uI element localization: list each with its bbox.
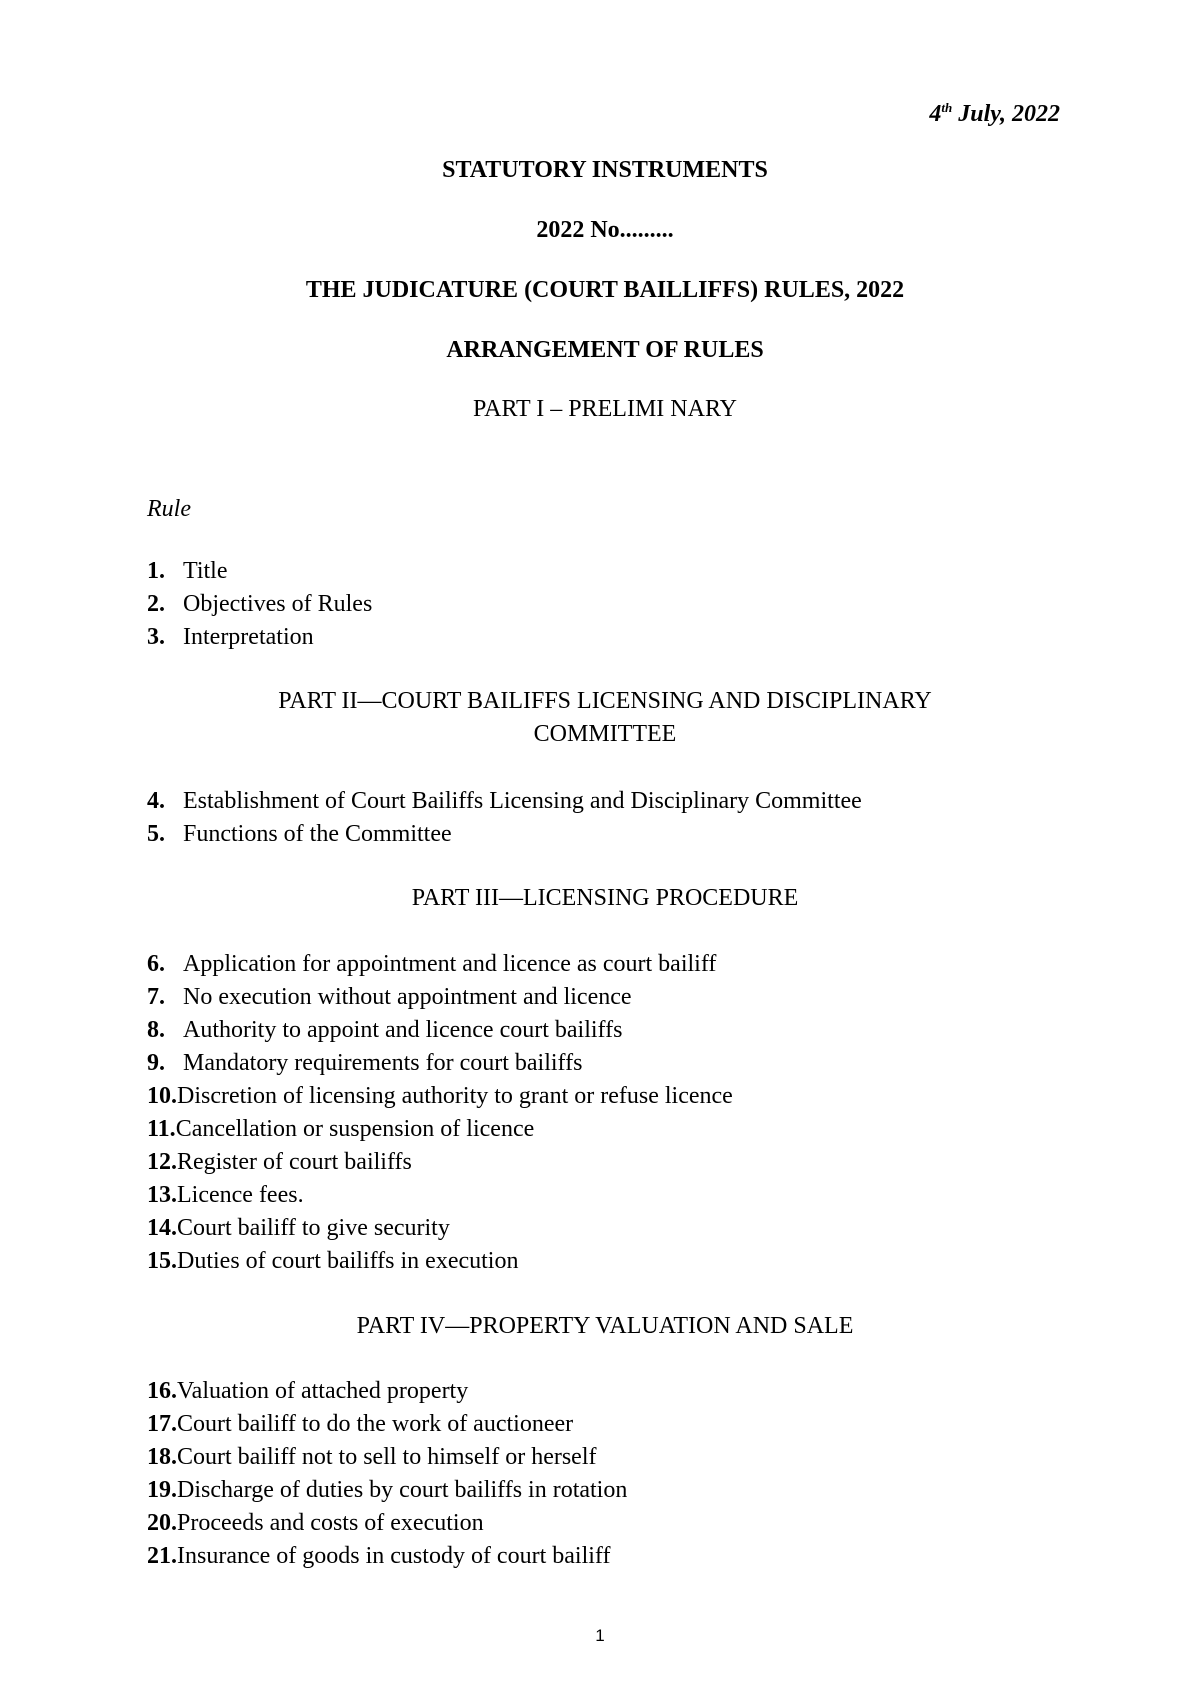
list-item xyxy=(147,948,1063,981)
rule-number: 18. xyxy=(147,1444,177,1470)
part-3-list xyxy=(147,948,1063,1278)
list-item xyxy=(147,1080,1063,1113)
list-item xyxy=(147,1408,1063,1441)
list-item xyxy=(147,1441,1063,1474)
rule-title: Discharge of duties by court bailiffs in rotation xyxy=(177,1477,628,1503)
rule-title: Licence fees. xyxy=(177,1182,304,1208)
rule-title: Discretion of licensing authority to grant or refuse licence xyxy=(177,1083,733,1109)
rule-title: Functions of the Committee xyxy=(183,821,452,847)
rule-title: Proceeds and costs of execution xyxy=(177,1510,484,1536)
list-item xyxy=(147,1375,1063,1408)
rule-title: Cancellation or suspension of licence xyxy=(175,1116,535,1142)
rule-title: Objectives of Rules xyxy=(183,591,373,617)
part-2-heading-line-2: COMMITTEE xyxy=(533,721,677,747)
rule-number: 6. xyxy=(147,951,165,977)
rule-title: Duties of court bailiffs in execution xyxy=(177,1248,519,1274)
part-2-list xyxy=(147,785,1063,851)
rule-number: 12. xyxy=(147,1149,177,1175)
part-4-list xyxy=(147,1375,1063,1573)
list-item xyxy=(147,981,1063,1014)
rule-number: 2. xyxy=(147,591,165,617)
page-number: 1 xyxy=(595,1626,605,1645)
rule-number: 11. xyxy=(147,1116,176,1142)
rule-title: No execution without appointment and licence xyxy=(183,984,632,1010)
list-item xyxy=(147,1507,1063,1540)
rule-number: 3. xyxy=(147,624,165,650)
part-3-heading: PART III—LICENSING PROCEDURE xyxy=(411,885,799,911)
rule-title: Register of court bailiffs xyxy=(177,1149,412,1175)
part-1-heading: PART I – PRELIMI NARY xyxy=(473,396,737,422)
list-item xyxy=(147,588,1063,621)
rule-title: Establishment of Court Bailiffs Licensing and Disciplinary Committee xyxy=(183,788,862,814)
list-item xyxy=(147,1146,1063,1179)
list-item xyxy=(147,555,1063,588)
instrument-number: 2022 No......... xyxy=(536,217,674,243)
rule-number: 4. xyxy=(147,788,165,814)
list-item xyxy=(147,621,1063,654)
rule-number: 1. xyxy=(147,558,165,584)
list-item xyxy=(147,1047,1063,1080)
rule-title: Authority to appoint and licence court bailiffs xyxy=(183,1017,623,1043)
list-item xyxy=(147,818,1063,851)
rule-number: 16. xyxy=(147,1378,177,1404)
document-date: 4th July, 2022 xyxy=(929,100,1060,127)
arrangement-heading: ARRANGEMENT OF RULES xyxy=(446,337,764,363)
list-item xyxy=(147,1245,1063,1278)
rule-number: 14. xyxy=(147,1215,177,1241)
part-2-heading-line-1: PART II—COURT BAILIFFS LICENSING AND DISCIPLINARY xyxy=(278,688,932,714)
rule-title: Insurance of goods in custody of court bailiff xyxy=(177,1543,611,1569)
rule-number: 15. xyxy=(147,1248,177,1274)
list-item xyxy=(147,1212,1063,1245)
rule-title: Application for appointment and licence as court bailiff xyxy=(183,951,717,977)
rule-title: Valuation of attached property xyxy=(177,1378,469,1404)
document-title: THE JUDICATURE (COURT BAILLIFFS) RULES, 2022 xyxy=(305,277,905,303)
rule-title: Court bailiff not to sell to himself or herself xyxy=(177,1444,597,1470)
rule-number: 7. xyxy=(147,984,165,1010)
list-item xyxy=(147,1014,1063,1047)
rule-title: Title xyxy=(183,558,228,584)
rule-number: 9. xyxy=(147,1050,165,1076)
list-item xyxy=(147,1179,1063,1212)
rule-title: Mandatory requirements for court bailiffs xyxy=(183,1050,583,1076)
rule-title: Court bailiff to give security xyxy=(177,1215,450,1241)
list-item xyxy=(147,785,1063,818)
rule-number: 10. xyxy=(147,1083,177,1109)
rule-number: 8. xyxy=(147,1017,165,1043)
rule-column-label: Rule xyxy=(147,496,191,522)
rule-title: Interpretation xyxy=(183,624,314,650)
rule-title: Court bailiff to do the work of auctioneer xyxy=(177,1411,574,1437)
rule-number: 5. xyxy=(147,821,165,847)
rule-number: 21. xyxy=(147,1543,177,1569)
rule-number: 13. xyxy=(147,1182,177,1208)
series-heading: STATUTORY INSTRUMENTS xyxy=(442,157,768,183)
list-item xyxy=(147,1540,1063,1573)
part-1-list xyxy=(147,555,1063,654)
rule-number: 17. xyxy=(147,1411,177,1437)
rule-number: 19. xyxy=(147,1477,177,1503)
rule-number: 20. xyxy=(147,1510,177,1536)
part-4-heading: PART IV—PROPERTY VALUATION AND SALE xyxy=(356,1313,854,1339)
list-item xyxy=(147,1474,1063,1507)
list-item xyxy=(147,1113,1063,1146)
